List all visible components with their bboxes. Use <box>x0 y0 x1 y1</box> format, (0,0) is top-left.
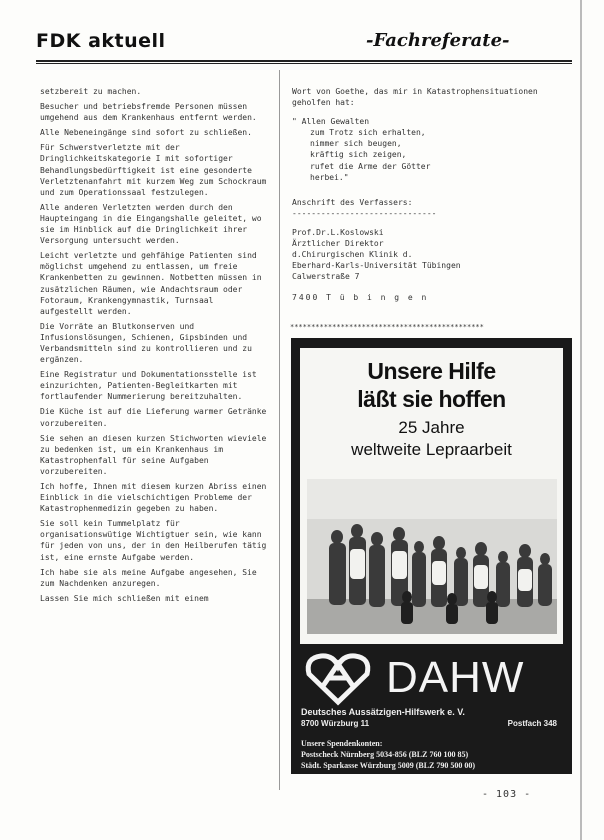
group-photo <box>307 479 557 634</box>
ad-headline-2: läßt sie hoffen <box>357 386 506 412</box>
quote-line: kräftig sich zeigen, <box>310 150 407 160</box>
header-title: FDK aktuell <box>36 30 166 52</box>
paragraph: Für Schwerstverletzte mit der Dringlichkeitskategorie I mit sofortiger Behandlungsbedürftigkeit ist eine gesonderte Verletztenanfahrt mit kurzem Weg zum Schockraum und zum Operationssaal festzulegen. <box>40 143 267 197</box>
quote-line: rufet die Arme der Götter <box>310 161 431 171</box>
quote-line: nimmer sich beugen, <box>310 139 402 149</box>
address-city: 7400 T ü b i n g e n <box>292 293 429 303</box>
address-underline: ------------------------------ <box>292 208 437 218</box>
header-rule <box>36 60 572 62</box>
page-number: - 103 - <box>482 789 532 800</box>
people-photo-icon <box>307 479 557 634</box>
address-line: Prof.Dr.L.Koslowski <box>292 227 384 237</box>
left-column <box>40 86 270 608</box>
author-address <box>292 227 564 282</box>
paragraph: Die Vorräte an Blutkonserven und Infusionslösungen, Schienen, Gipsbinden und Verbandsmitteln sind zu kontrollieren und zu ergänzen. <box>40 321 252 365</box>
paragraph: Ich hoffe, Ihnen mit diesem kurzen Abriss einen Einblick in die vielschichtigen Probleme der Katastrophenmedizin gegeben zu haben. <box>40 482 267 514</box>
address-line: Calwerstraße 7 <box>292 272 360 282</box>
address-line: Eberhard-Karls-Universität Tübingen <box>292 261 461 271</box>
dahw-logo-text: DAHW <box>386 653 525 702</box>
paragraph: Sie sehen an diesen kurzen Stichworten wieviele zu bedenken ist, um ein Krankenhaus im Katastrophenfall für seine Aufgaben vorzubereiten. <box>40 433 267 476</box>
paragraph: Eine Registratur und Dokumentationsstelle ist einzurichten, Patienten-Begleitkarten mit fortlaufender Nummerierung bereitzuhalten. <box>40 370 257 402</box>
account-line: Städt. Sparkasse Würzburg 5009 (BLZ 790 500 00) <box>301 761 476 770</box>
goethe-quote <box>292 116 564 183</box>
paragraph: Besucher und betriebsfremde Personen müssen umgehend aus dem Krankenhaus entfernt werden. <box>40 102 257 123</box>
address-line: Ärztlicher Direktor <box>292 239 384 249</box>
ad-headline-1: Unsere Hilfe <box>367 358 496 384</box>
paragraph: Lassen Sie mich schließen mit einem <box>40 593 209 603</box>
header-section: -Fachreferate- <box>366 30 510 51</box>
dahw-heart-logo-icon <box>303 650 373 706</box>
account-line: Postscheck Nürnberg 5034-856 (BLZ 760 100 85) <box>301 750 469 759</box>
header-rule-secondary <box>36 63 572 64</box>
page-edge-line <box>580 0 582 840</box>
paragraph: Alle anderen Verletzten werden durch den Haupteingang in die Eingangshalle geleitet, wo sie im Hinblick auf die Dringlichkeit ihrer Versorgung untersucht werden. <box>40 202 262 246</box>
ad-subline-2: weltweite Lepraarbeit <box>351 440 512 459</box>
quote-line: zum Trotz sich erhalten, <box>310 128 426 138</box>
right-column <box>292 86 564 304</box>
paragraph: Sie soll kein Tummelplatz für organisationswütige Wichtigtuer sein, wie kann für jeden von uns, der in den Heilberufen tätig ist, eine ernste Aufgabe werden. <box>40 519 267 562</box>
ad-upper-panel <box>300 348 563 644</box>
quote-intro: Wort von Goethe, das mir in Katastrophensituationen geholfen hat: <box>292 87 538 108</box>
address-heading: Anschrift des Verfassers: <box>292 197 413 207</box>
paragraph: Leicht verletzte und gehfähige Patienten sind möglichst umgehend zu entlassen, um freie Krankenbetten zu gewinnen. Notbetten müssen in zusätzlichen Räumen, wie Andachtsraum oder Fotoraum, Krankengymnastik, Turnsaal aufgestellt werden. <box>40 251 262 316</box>
accounts-heading: Unsere Spendenkonten: <box>301 739 383 748</box>
quote-line: herbei." <box>310 172 349 182</box>
organization-city: 8700 Würzburg 11 <box>301 719 370 728</box>
paragraph: Ich habe sie als meine Aufgabe angesehen, Sie zum Nachdenken anzuregen. <box>40 567 257 588</box>
paragraph: setzbereit zu machen. <box>40 87 142 96</box>
organization-postbox: Postfach 348 <box>507 719 557 728</box>
ad-subline-1: 25 Jahre <box>398 418 465 437</box>
quote-line: " Allen Gewalten <box>292 117 370 127</box>
organization-address <box>301 719 563 728</box>
organization-name: Deutsches Aussätzigen-Hilfswerk e. V. <box>301 707 465 717</box>
star-separator: ********************************************** <box>290 323 484 331</box>
paragraph: Die Küche ist auf die Lieferung warmer Getränke vorzubereiten. <box>40 407 267 428</box>
donation-accounts <box>301 738 563 771</box>
paragraph: Alle Nebeneingänge sind sofort zu schließen. <box>40 128 252 138</box>
address-line: d.Chirurgischen Klinik d. <box>292 250 413 260</box>
dahw-advertisement <box>291 338 572 774</box>
column-divider <box>279 70 280 790</box>
